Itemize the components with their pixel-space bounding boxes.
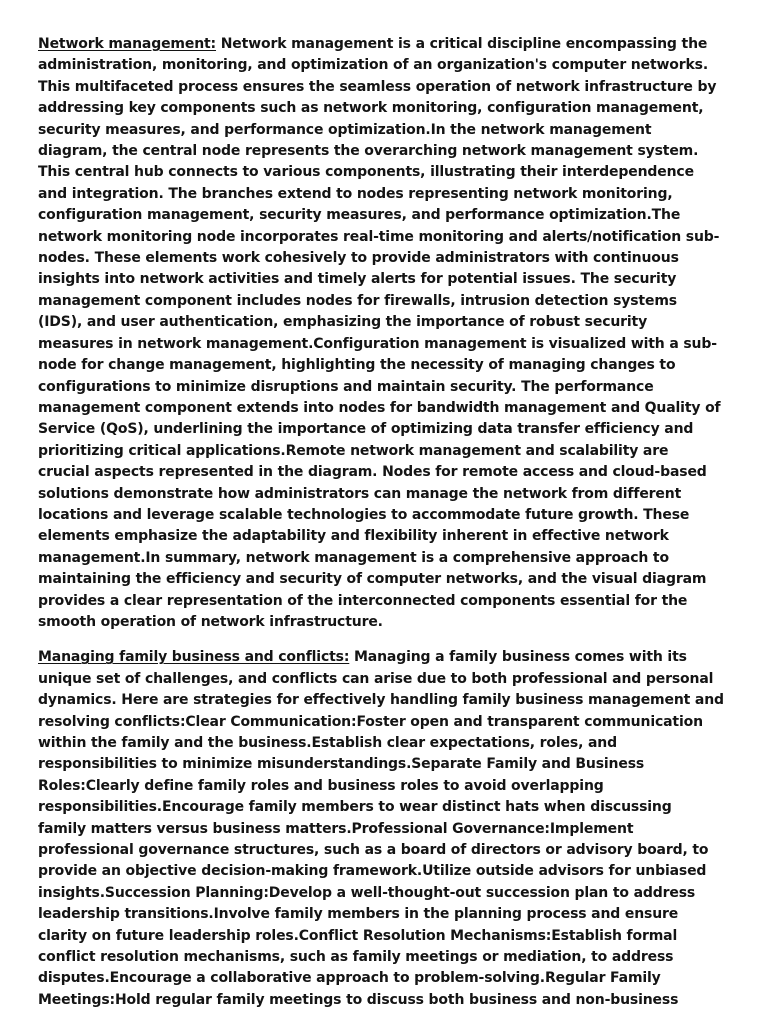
section-network-management: [38, 34, 724, 633]
section-heading: Network management:: [38, 36, 217, 52]
section-body: Managing a family business comes with its unique set of challenges, and conflicts can arise due to both professional and personal dynamics. Here are strategies for effectively handling family business management and resolving conflicts:Clear Communication:Foster open and transparent communication within the family and the business.Establish clear expectations, roles, and responsibilities to minimize misunderstandings.Separate Family and Business Roles:Clearly define family roles and business roles to avoid overlapping responsibilities.Encourage family members to wear distinct hats when discussing family matters versus business matters.Professional Governance:Implement professional governance structures, such as a board of directors or advisory board, to provide an objective decision-making framework.Utilize outside advisors for unbiased insights.Succession Planning:Develop a well-thought-out succession plan to address leadership transitions.Involve family members in the planning process and ensure clarity on future leadership roles.Conflict Resolution Mechanisms:Establish formal conflict resolution mechanisms, such as family meetings or mediation, to address disputes.Encourage a collaborative approach to problem-solving.Regular Family Meetings:Hold regular family meetings to discuss both business and non-business: [38, 649, 724, 1008]
section-family-business: [38, 647, 724, 1011]
section-heading: Managing family business and conflicts:: [38, 649, 350, 666]
section-body: Network management is a critical discipline encompassing the administration, monitoring, and optimization of an organization's computer networks. This multifaceted process ensures the seamless operation of network infrastructure by addressing key components such as network monitoring, configuration management, security measures, and performance optimization.In the network management diagram, the central node represents the overarching network management system. This central hub connects to various components, illustrating their interdependence and integration. The branches extend to nodes representing network monitoring, configuration management, security measures, and performance optimization.The network monitoring node incorporates real-time monitoring and alerts/notification sub-nodes. These elements work cohesively to provide administrators with continuous insights into network activities and timely alerts for potential issues. The security management component includes nodes for firewalls, intrusion detection systems (IDS), and user authentication, emphasizing the importance of robust security measures in network management.Configuration management is visualized with a sub-node for change management, highlighting the necessity of managing changes to configurations to minimize disruptions and maintain security. The performance management component extends into nodes for bandwidth management and Quality of Service (QoS), underlining the importance of optimizing data transfer efficiency and prioritizing critical applications.Remote network management and scalability are crucial aspects represented in the diagram. Nodes for remote access and cloud-based solutions demonstrate how administrators can manage the network from different locations and leverage scalable technologies to accommodate future growth. These elements emphasize the adaptability and flexibility inherent in effective network management.In summary, network management is a comprehensive approach to maintaining the efficiency and security of computer networks, and the visual diagram provides a clear representation of the interconnected components essential for the smooth operation of network infrastructure.: [38, 36, 721, 630]
